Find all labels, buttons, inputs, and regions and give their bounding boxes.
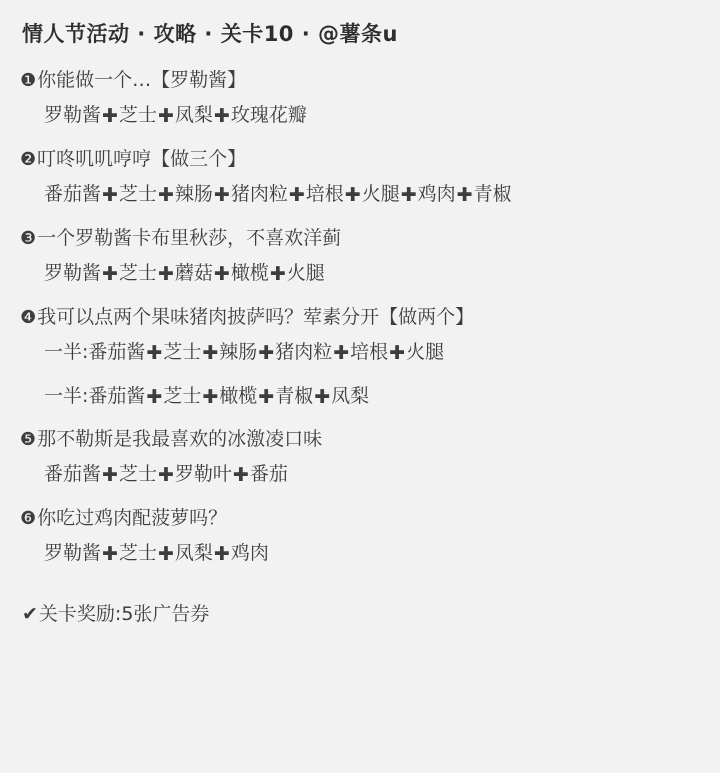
plus-icon: ✚ bbox=[157, 464, 174, 487]
plus-icon: ✚ bbox=[333, 342, 350, 365]
check-icon: ✔ bbox=[22, 602, 38, 625]
ingredient: 芝士 bbox=[118, 262, 157, 285]
plus-icon: ✚ bbox=[258, 385, 275, 408]
order-question-text-5: 那不勒斯是我最喜欢的冰激凌口味 bbox=[37, 427, 323, 450]
plus-icon: ✚ bbox=[389, 342, 406, 365]
plus-icon: ✚ bbox=[102, 105, 118, 128]
plus-icon: ✚ bbox=[232, 464, 249, 487]
order-question-text-3: 一个罗勒酱卡布里秋莎，不喜欢洋蓟 bbox=[37, 226, 342, 249]
order-ingredients-1 bbox=[44, 101, 702, 130]
plus-icon: ✚ bbox=[344, 184, 361, 207]
plus-icon: ✚ bbox=[102, 464, 118, 487]
ingredient: 芝士 bbox=[118, 463, 157, 486]
plus-icon: ✚ bbox=[258, 342, 275, 365]
ingredient: 芝士 bbox=[163, 384, 202, 407]
ingredient: 鸡肉 bbox=[230, 542, 269, 565]
plus-icon: ✚ bbox=[314, 385, 331, 408]
ingredient: 芝士 bbox=[118, 104, 157, 127]
stage-reward bbox=[22, 599, 702, 626]
ingredient: 罗勒叶 bbox=[174, 463, 232, 486]
order-question-text-2: 叮咚叽叽哼哼【做三个】 bbox=[37, 147, 247, 170]
order-number-6: ❻ bbox=[20, 507, 37, 529]
ingredient: 辣肠 bbox=[219, 341, 258, 364]
ingredient: 火腿 bbox=[406, 341, 445, 364]
order-entry-6 bbox=[18, 504, 702, 569]
half-label: 一半: bbox=[44, 384, 89, 407]
ingredient: 青椒 bbox=[473, 183, 512, 206]
ingredient: 培根 bbox=[350, 341, 389, 364]
plus-icon: ✚ bbox=[157, 105, 174, 128]
order-entry-2 bbox=[18, 145, 702, 210]
ingredient: 橄榄 bbox=[230, 262, 269, 285]
order-question-4 bbox=[20, 303, 702, 332]
half-label: 一半: bbox=[44, 341, 89, 364]
order-ingredients-4a bbox=[44, 338, 702, 367]
ingredient: 火腿 bbox=[361, 183, 400, 206]
ingredient: 猪肉粒 bbox=[275, 341, 333, 364]
order-number-4: ❹ bbox=[20, 306, 37, 328]
plus-icon: ✚ bbox=[157, 543, 174, 566]
order-entry-5 bbox=[18, 425, 702, 490]
ingredient: 凤梨 bbox=[331, 384, 370, 407]
ingredient: 芝士 bbox=[118, 183, 157, 206]
plus-icon: ✚ bbox=[146, 385, 163, 408]
ingredient: 罗勒酱 bbox=[44, 104, 102, 127]
order-ingredients-5 bbox=[44, 460, 702, 489]
plus-icon: ✚ bbox=[202, 342, 219, 365]
order-question-text-4: 我可以点两个果味猪肉披萨吗？荤素分开【做两个】 bbox=[37, 305, 475, 328]
plus-icon: ✚ bbox=[213, 543, 230, 566]
page-title: 情人节活动 · 攻略 · 关卡10 · @薯条u bbox=[22, 22, 398, 46]
order-ingredients-6 bbox=[44, 539, 702, 568]
ingredient: 玫瑰花瓣 bbox=[230, 104, 307, 127]
order-number-2: ❷ bbox=[20, 148, 37, 170]
plus-icon: ✚ bbox=[213, 184, 230, 207]
order-question-text-1: 你能做一个…【罗勒酱】 bbox=[37, 69, 247, 91]
ingredient: 培根 bbox=[305, 183, 344, 206]
order-number-5: ❺ bbox=[20, 428, 37, 450]
order-entry-1 bbox=[18, 66, 702, 131]
plus-icon: ✚ bbox=[288, 184, 305, 207]
order-number-3: ❸ bbox=[20, 227, 37, 249]
plus-icon: ✚ bbox=[400, 184, 417, 207]
order-question-5 bbox=[20, 425, 702, 454]
stage-reward-text: 关卡奖励:5张广告券 bbox=[38, 602, 210, 625]
plus-icon: ✚ bbox=[146, 342, 163, 365]
ingredient: 火腿 bbox=[286, 262, 325, 285]
ingredient: 番茄酱 bbox=[88, 384, 146, 407]
ingredient: 鸡肉 bbox=[417, 183, 456, 206]
plus-icon: ✚ bbox=[269, 263, 286, 286]
ingredient: 橄榄 bbox=[219, 384, 258, 407]
ingredient: 猪肉粒 bbox=[230, 183, 288, 206]
plus-icon: ✚ bbox=[102, 263, 118, 286]
ingredient: 蘑菇 bbox=[174, 262, 213, 285]
ingredient: 番茄酱 bbox=[44, 183, 102, 206]
plus-icon: ✚ bbox=[213, 105, 230, 128]
ingredient: 罗勒酱 bbox=[44, 262, 102, 285]
plus-icon: ✚ bbox=[456, 184, 473, 207]
order-question-text-6: 你吃过鸡肉配菠萝吗？ bbox=[37, 506, 228, 529]
ingredient: 番茄酱 bbox=[44, 463, 102, 486]
ingredient: 青椒 bbox=[275, 384, 314, 407]
plus-icon: ✚ bbox=[202, 385, 219, 408]
plus-icon: ✚ bbox=[102, 543, 118, 566]
order-number-1: ❶ bbox=[20, 70, 37, 91]
order-question-2 bbox=[20, 145, 702, 174]
order-entry-4 bbox=[18, 303, 702, 411]
order-ingredients-2 bbox=[44, 180, 702, 209]
plus-icon: ✚ bbox=[157, 263, 174, 286]
ingredient: 凤梨 bbox=[174, 104, 213, 127]
plus-icon: ✚ bbox=[213, 263, 230, 286]
order-ingredients-4b bbox=[44, 382, 702, 411]
order-entry-3 bbox=[18, 224, 702, 289]
ingredient: 罗勒酱 bbox=[44, 542, 102, 565]
ingredient: 芝士 bbox=[118, 542, 157, 565]
plus-icon: ✚ bbox=[157, 184, 174, 207]
order-question-3 bbox=[20, 224, 702, 253]
order-question-6 bbox=[20, 504, 702, 533]
ingredient: 芝士 bbox=[163, 341, 202, 364]
order-question-1 bbox=[20, 66, 702, 95]
plus-icon: ✚ bbox=[102, 184, 118, 207]
ingredient: 凤梨 bbox=[174, 542, 213, 565]
ingredient: 番茄酱 bbox=[88, 341, 146, 364]
ingredient: 辣肠 bbox=[174, 183, 213, 206]
order-ingredients-3 bbox=[44, 259, 702, 288]
ingredient: 番茄 bbox=[249, 463, 288, 486]
